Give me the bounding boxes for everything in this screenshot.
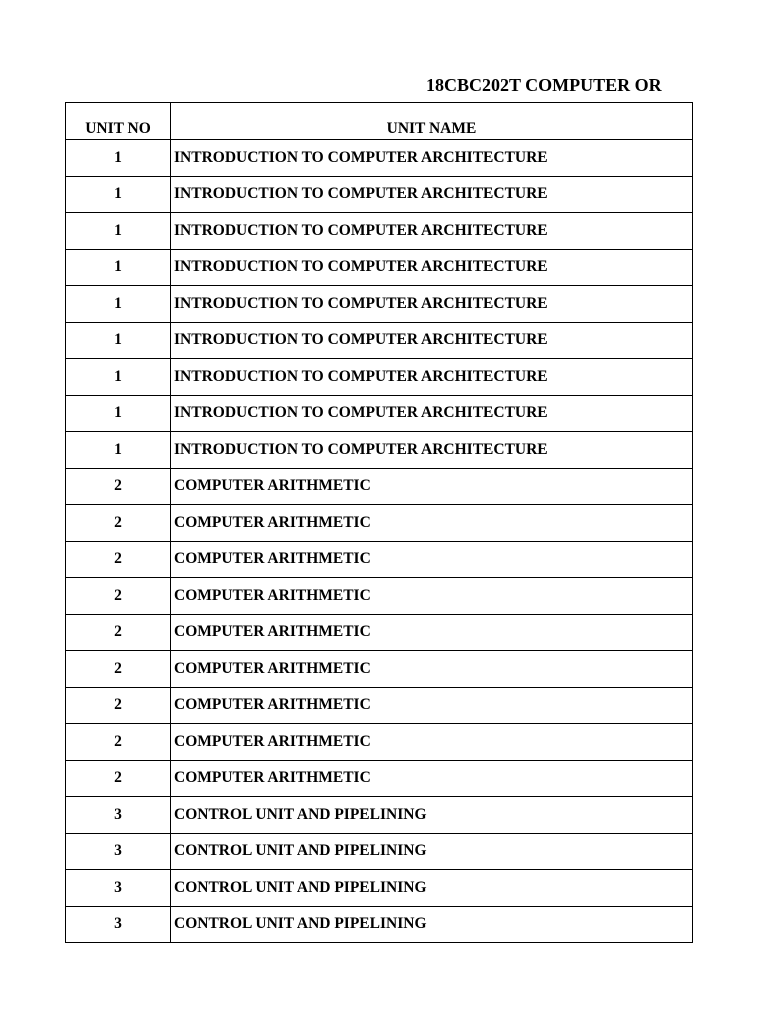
table-row — [66, 870, 693, 907]
unit-name-cell: COMPUTER ARITHMETIC — [171, 505, 693, 542]
unit-name-cell: INTRODUCTION TO COMPUTER ARCHITECTURE — [171, 432, 693, 469]
unit-name-cell: COMPUTER ARITHMETIC — [171, 760, 693, 797]
table-row — [66, 760, 693, 797]
table-header — [66, 103, 693, 140]
header-row — [66, 103, 693, 140]
table-row — [66, 286, 693, 323]
unit-no-cell: 2 — [66, 651, 171, 688]
table-row — [66, 505, 693, 542]
unit-no-cell: 2 — [66, 614, 171, 651]
unit-name-cell: CONTROL UNIT AND PIPELINING — [171, 906, 693, 943]
unit-name-cell: INTRODUCTION TO COMPUTER ARCHITECTURE — [171, 176, 693, 213]
unit-name-cell: INTRODUCTION TO COMPUTER ARCHITECTURE — [171, 322, 693, 359]
unit-no-cell: 1 — [66, 140, 171, 177]
unit-no-cell: 2 — [66, 724, 171, 761]
unit-no-cell: 2 — [66, 541, 171, 578]
table-row — [66, 249, 693, 286]
unit-no-cell: 1 — [66, 249, 171, 286]
unit-name-cell: CONTROL UNIT AND PIPELINING — [171, 833, 693, 870]
table-row — [66, 176, 693, 213]
unit-no-cell: 1 — [66, 213, 171, 250]
unit-no-cell: 1 — [66, 432, 171, 469]
unit-name-cell: COMPUTER ARITHMETIC — [171, 614, 693, 651]
table-row — [66, 140, 693, 177]
table-row — [66, 578, 693, 615]
unit-name-header: UNIT NAME — [171, 103, 693, 140]
unit-no-cell: 2 — [66, 760, 171, 797]
table-row — [66, 541, 693, 578]
table-row — [66, 213, 693, 250]
unit-no-cell: 3 — [66, 870, 171, 907]
unit-name-cell: INTRODUCTION TO COMPUTER ARCHITECTURE — [171, 286, 693, 323]
unit-no-cell: 1 — [66, 322, 171, 359]
unit-no-cell: 1 — [66, 359, 171, 396]
table-row — [66, 651, 693, 688]
unit-no-cell: 2 — [66, 578, 171, 615]
unit-no-cell: 1 — [66, 286, 171, 323]
unit-name-cell: INTRODUCTION TO COMPUTER ARCHITECTURE — [171, 140, 693, 177]
unit-name-cell: INTRODUCTION TO COMPUTER ARCHITECTURE — [171, 249, 693, 286]
unit-name-cell: COMPUTER ARITHMETIC — [171, 541, 693, 578]
unit-no-cell: 2 — [66, 505, 171, 542]
table-row — [66, 359, 693, 396]
page-title: 18CBC202T COMPUTER OR — [426, 75, 662, 95]
table-body — [66, 140, 693, 943]
table-row — [66, 797, 693, 834]
table-row — [66, 724, 693, 761]
table-row — [66, 687, 693, 724]
table-row — [66, 395, 693, 432]
unit-name-cell: COMPUTER ARITHMETIC — [171, 687, 693, 724]
unit-name-cell: COMPUTER ARITHMETIC — [171, 578, 693, 615]
unit-no-cell: 1 — [66, 176, 171, 213]
unit-no-header: UNIT NO — [66, 103, 171, 140]
unit-name-cell: CONTROL UNIT AND PIPELINING — [171, 870, 693, 907]
table-row — [66, 833, 693, 870]
unit-name-cell: COMPUTER ARITHMETIC — [171, 468, 693, 505]
unit-no-cell: 2 — [66, 468, 171, 505]
table-row — [66, 906, 693, 943]
unit-no-cell: 3 — [66, 833, 171, 870]
unit-no-cell: 3 — [66, 797, 171, 834]
table-row — [66, 322, 693, 359]
unit-no-cell: 2 — [66, 687, 171, 724]
unit-name-cell: INTRODUCTION TO COMPUTER ARCHITECTURE — [171, 395, 693, 432]
unit-no-cell: 1 — [66, 395, 171, 432]
unit-no-cell: 3 — [66, 906, 171, 943]
table-row — [66, 432, 693, 469]
table-row — [66, 468, 693, 505]
unit-name-cell: CONTROL UNIT AND PIPELINING — [171, 797, 693, 834]
units-table — [65, 102, 693, 943]
unit-name-cell: COMPUTER ARITHMETIC — [171, 724, 693, 761]
table-row — [66, 614, 693, 651]
unit-name-cell: INTRODUCTION TO COMPUTER ARCHITECTURE — [171, 213, 693, 250]
unit-name-cell: COMPUTER ARITHMETIC — [171, 651, 693, 688]
unit-name-cell: INTRODUCTION TO COMPUTER ARCHITECTURE — [171, 359, 693, 396]
